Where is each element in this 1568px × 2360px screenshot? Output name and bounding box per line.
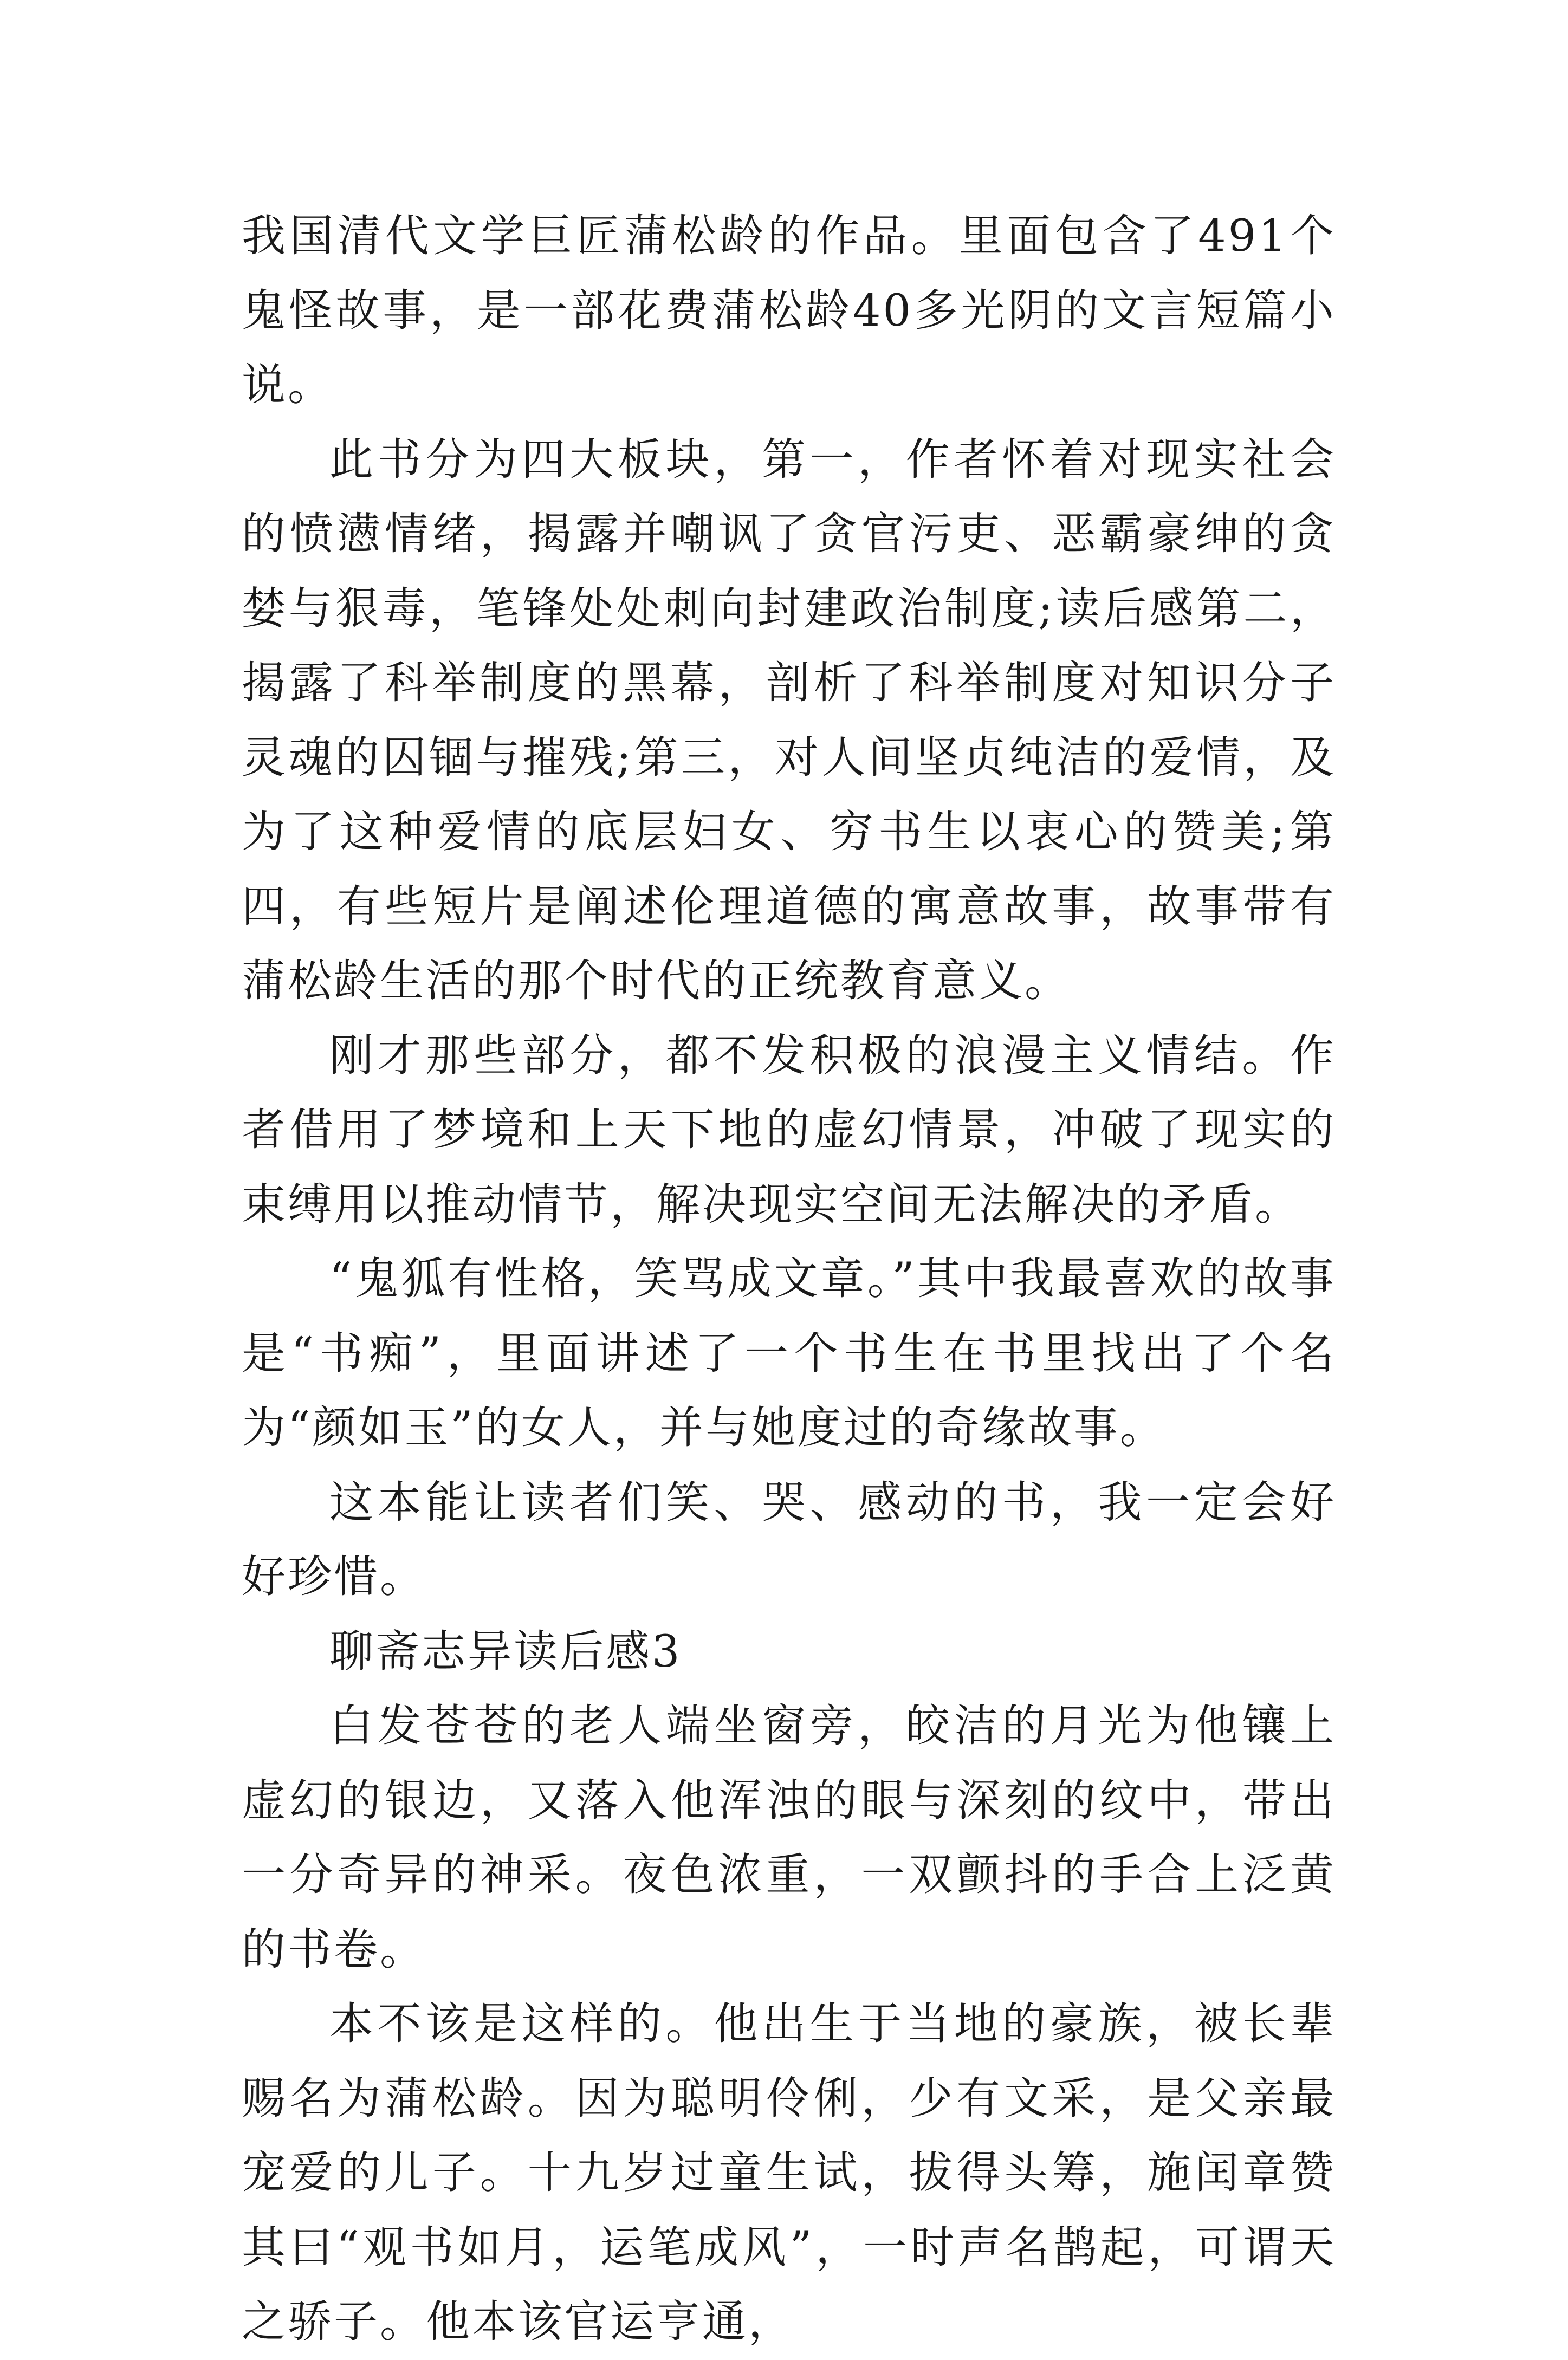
document-body: [242, 199, 1336, 2360]
paragraph-intro: 我国清代文学巨匠蒲松龄的作品。里面包含了491个鬼怪故事，是一部花费蒲松龄40多光阴的文言短篇小说。: [242, 211, 1336, 411]
paragraph-favorite-story: “鬼狐有性格，笑骂成文章。”其中我最喜欢的故事是“书痴”，里面讲述了一个书生在书里找出了个名为“颜如玉”的女人，并与她度过的奇缘故事。: [242, 1254, 1336, 1454]
paragraph-treasure: 这本能让读者们笑、哭、感动的书，我一定会好好珍惜。: [242, 1477, 1336, 1603]
section-heading: 聊斋志异读后感3: [329, 1626, 682, 1677]
paragraph-biography: 本不该是这样的。他出生于当地的豪族，被长辈赐名为蒲松龄。因为聪明伶俐，少有文采，是父亲最宠爱的儿子。十九岁过童生试，拔得头筹，施闰章赞其曰“观书如月，运笔成风”，一时声名鹊起，可谓天之骄子。他本该官运亨通，: [242, 1999, 1336, 2348]
paragraph-four-sections: 此书分为四大板块，第一，作者怀着对现实社会的愤懑情绪，揭露并嘲讽了贪官污吏、恶霸豪绅的贪婪与狠毒，笔锋处处刺向封建政治制度;读后感第二，揭露了科举制度的黑幕，剖析了科举制度对知识分子灵魂的囚锢与摧残;第三，对人间坚贞纯洁的爱情，及为了这种爱情的底层妇女、穷书生以衷心的赞美;第四，有些短片是阐述伦理道德的寓意故事，故事带有蒲松龄生活的那个时代的正统教育意义。: [242, 434, 1336, 1007]
paragraph-old-man: 白发苍苍的老人端坐窗旁，皎洁的月光为他镶上虚幻的银边，又落入他浑浊的眼与深刻的纹中，带出一分奇异的神采。夜色浓重，一双颤抖的手合上泛黄的书卷。: [242, 1701, 1336, 1975]
paragraph-romanticism: 刚才那些部分，都不发积极的浪漫主义情结。作者借用了梦境和上天下地的虚幻情景，冲破了现实的束缚用以推动情节，解决现实空间无法解决的矛盾。: [242, 1030, 1336, 1230]
